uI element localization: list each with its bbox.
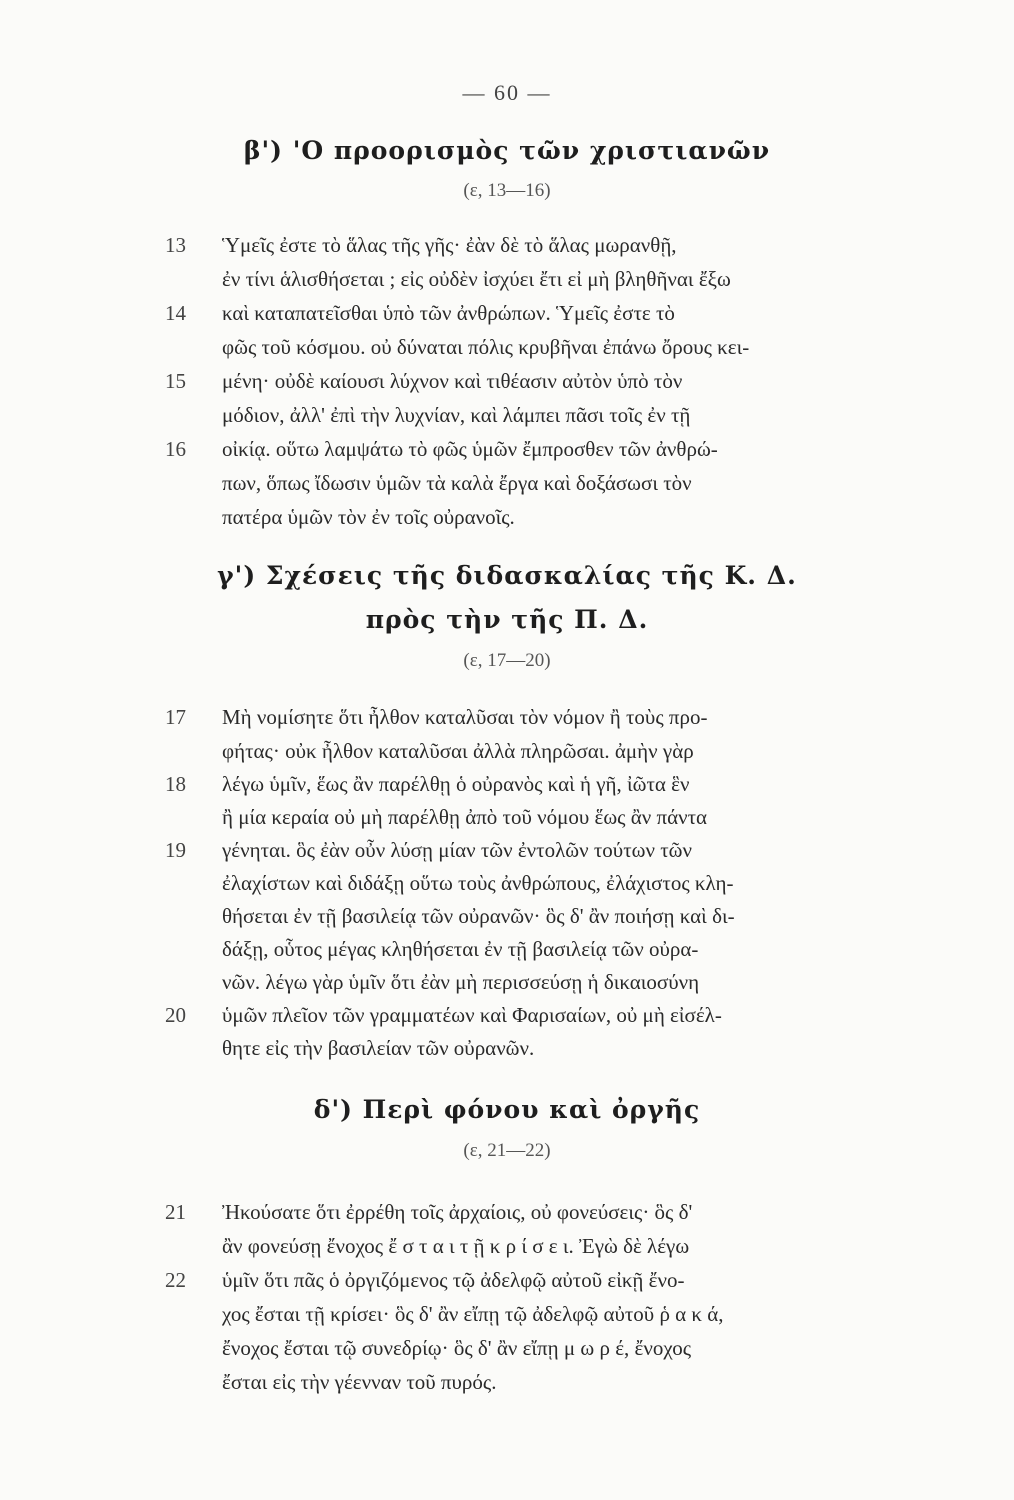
text-line: ἔσται εἰς τὴν γέενναν τοῦ πυρός. (222, 1370, 497, 1394)
verse-number: 20 (165, 1003, 186, 1027)
text-line: ἐν τίνι ἁλισθήσεται ; εἰς οὐδὲν ἰσχύει ἔτι εἰ μὴ βληθῆναι ἔξω (222, 267, 731, 291)
verse-number: 21 (165, 1200, 186, 1224)
text-line: ἢ μία κεραία οὐ μὴ παρέλθῃ ἀπὸ τοῦ νόμου ἕως ἂν πάντα (222, 805, 708, 829)
section-reference-gamma: (ε, 17—20) (463, 650, 551, 671)
text-line: νῶν. λέγω γὰρ ὑμῖν ὅτι ἐὰν μὴ περισσεύσῃ ἡ δικαιοσύνη (222, 970, 700, 994)
text-line: ἂν φονεύσῃ ἔνοχος ἔ σ τ α ι τ ῇ κ ρ ί σ ε ι. Ἐγὼ δὲ λέγω (222, 1234, 690, 1258)
text-line: οἰκίᾳ. οὕτω λαμψάτω τὸ φῶς ὑμῶν ἔμπροσθεν τῶν ἀνθρώ- (222, 437, 718, 461)
verse-number: 16 (165, 437, 186, 461)
text-line: μένη· οὐδὲ καίουσι λύχνον καὶ τιθέασιν αὐτὸν ὑπὸ τὸν (222, 369, 683, 393)
verse-number: 13 (165, 233, 186, 257)
section-heading-gamma-line1: γ') Σχέσεις τῆς διδασκαλίας τῆς Κ. Δ. (217, 561, 797, 590)
text-line: μόδιον, ἀλλ' ἐπὶ τὴν λυχνίαν, καὶ λάμπει πᾶσι τοῖς ἐν τῇ (222, 403, 691, 427)
section-reference-beta: (ε, 13—16) (463, 180, 551, 201)
section-heading-gamma-line2: πρὸς τὴν τῆς Π. Δ. (365, 605, 649, 634)
verse-number: 18 (165, 772, 186, 796)
text-line: Ὑμεῖς ἐστε τὸ ἅλας τῆς γῆς· ἐὰν δὲ τὸ ἅλας μωρανθῇ, (222, 233, 677, 257)
text-line: ἐλαχίστων καὶ διδάξῃ οὕτω τοὺς ἀνθρώπους, ἐλάχιστος κλη- (222, 871, 734, 895)
text-line: πων, ὅπως ἴδωσιν ὑμῶν τὰ καλὰ ἔργα καὶ δοξάσωσι τὸν (222, 471, 692, 495)
verse-number: 22 (165, 1268, 186, 1292)
section-heading-delta: δ') Περὶ φόνου καὶ ὀργῆς (313, 1095, 701, 1124)
text-line: γένηται. ὃς ἐὰν οὖν λύσῃ μίαν τῶν ἐντολῶν τούτων τῶν (222, 838, 692, 862)
text-line: Ἠκούσατε ὅτι ἐρρέθη τοῖς ἀρχαίοις, οὐ φονεύσεις· ὃς δ' (222, 1200, 693, 1224)
text-line: λέγω ὑμῖν, ἕως ἂν παρέλθῃ ὁ οὐρανὸς καὶ ἡ γῆ, ἰῶτα ἓν (222, 772, 690, 796)
text-line: θήσεται ἐν τῇ βασιλείᾳ τῶν οὐρανῶν· ὃς δ' ἂν ποιήσῃ καὶ δι- (222, 904, 735, 928)
text-line: καὶ καταπατεῖσθαι ὑπὸ τῶν ἀνθρώπων. Ὑμεῖς ἐστε τὸ (222, 301, 675, 325)
verse-number: 14 (165, 301, 186, 325)
section-heading-beta: β') 'Ο προορισμὸς τῶν χριστιανῶν (243, 136, 771, 165)
text-line: φήτας· οὐκ ἦλθον καταλῦσαι ἀλλὰ πληρῶσαι. ἀμὴν γὰρ (222, 739, 694, 763)
text-line: δάξῃ, οὗτος μέγας κληθήσεται ἐν τῇ βασιλείᾳ τῶν οὐρα- (222, 937, 699, 961)
verse-number: 19 (165, 838, 186, 862)
text-line: χος ἔσται τῇ κρίσει· ὃς δ' ἂν εἴπῃ τῷ ἀδελφῷ αὐτοῦ ῥ α κ ά, (222, 1302, 724, 1326)
text-line: ἔνοχος ἔσται τῷ συνεδρίῳ· ὃς δ' ἂν εἴπῃ μ ω ρ έ, ἔνοχος (222, 1336, 692, 1360)
text-line: θητε εἰς τὴν βασιλείαν τῶν οὐρανῶν. (222, 1036, 535, 1060)
page-number: — 60 — (462, 80, 552, 105)
text-line: ὑμῶν πλεῖον τῶν γραμματέων καὶ Φαρισαίων, οὐ μὴ εἰσέλ- (222, 1003, 722, 1027)
text-line: φῶς τοῦ κόσμου. οὐ δύναται πόλις κρυβῆναι ἐπάνω ὄρους κει- (222, 335, 750, 359)
verse-number: 17 (165, 705, 186, 729)
section-reference-delta: (ε, 21—22) (463, 1140, 551, 1161)
text-line: πατέρα ὑμῶν τὸν ἐν τοῖς οὐρανοῖς. (222, 505, 515, 529)
text-line: ὑμῖν ὅτι πᾶς ὁ ὀργιζόμενος τῷ ἀδελφῷ αὐτοῦ εἰκῇ ἔνο- (222, 1268, 685, 1292)
text-line: Μὴ νομίσητε ὅτι ἦλθον καταλῦσαι τὸν νόμον ἢ τοὺς προ- (222, 705, 708, 729)
verse-number: 15 (165, 369, 186, 393)
